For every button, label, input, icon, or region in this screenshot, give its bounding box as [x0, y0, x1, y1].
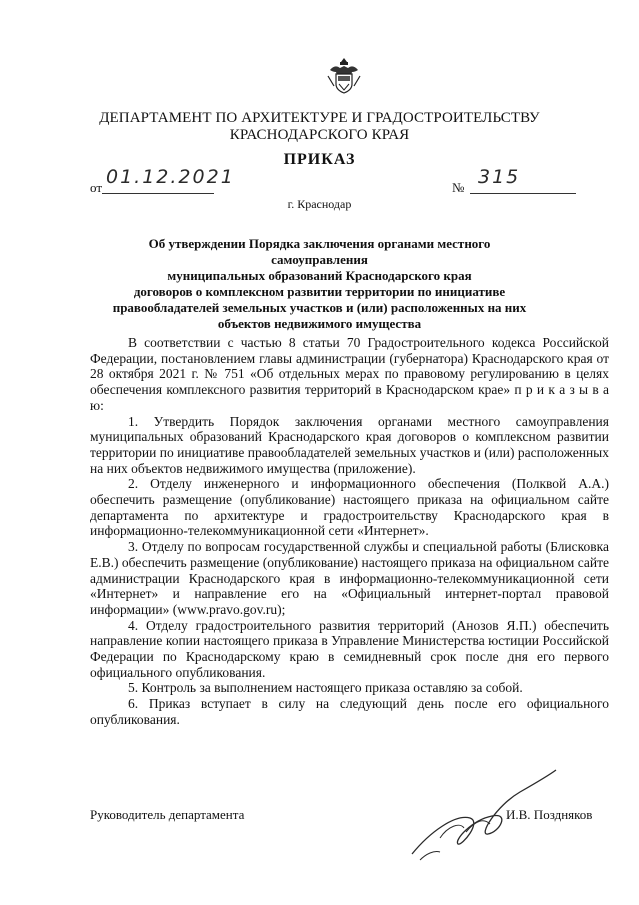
- subject-line-4: правообладателей земельных участков и (или) расположенных на них: [112, 300, 527, 315]
- clause-6: 6. Приказ вступает в силу на следующий день после его официального опубликования.: [90, 696, 609, 727]
- document-type: ПРИКАЗ: [283, 151, 356, 168]
- coat-of-arms-icon: [326, 56, 362, 96]
- department-line-2: КРАСНОДАРСКОГО КРАЯ: [229, 127, 410, 143]
- department-name: [0, 110, 639, 144]
- number-underline: [470, 193, 576, 194]
- clause-2: 2. Отделу инженерного и информационного обеспечения (Полквой А.А.) обеспечить размещение (опубликование) настоящего приказа на официальном сайте департамента по архитектуре и градостроительству Краснодарского края в информационно-телекоммуникационной сети «Интернет».: [90, 476, 609, 539]
- clause-1: 1. Утвердить Порядок заключения органами местного самоуправления муниципальных образований Краснодарского края договоров о комплексном развитии территории по инициативе правообладателей земельных участков и (или) расположенных на них объектов недвижимого имущества (приложение).: [90, 413, 609, 476]
- order-subject: [100, 236, 539, 332]
- subject-line-2: муниципальных образований Краснодарского края: [167, 268, 472, 283]
- clause-5: 5. Контроль за выполнением настоящего приказа оставляю за собой.: [128, 680, 523, 696]
- date-value: 01.12.2021: [106, 166, 235, 188]
- clause-4: 4. Отделу градостроительного развития территорий (Анозов Я.П.) обеспечить направление копии настоящего приказа в Управление Министерства юстиции Российской Федерации по Краснодарскому краю в семидневный срок после дня его первого официального опубликования.: [90, 617, 609, 680]
- signatory-title: Руководитель департамента: [90, 807, 245, 822]
- signatory-name: И.В. Поздняков: [506, 807, 593, 822]
- clause-3: 3. Отделу по вопросам государственной службы и специальной работы (Блисковка Е.В.) обеспечить размещение (опубликование) настоящего приказа на официальном сайте администрации Краснодарского края в информационно-телекоммуникационной сети «Интернет» и направление его на «Официальный интернет-портал правовой информации» (www.pravo.gov.ru);: [90, 539, 609, 617]
- subject-line-3: договоров о комплексном развитии территории по инициативе: [133, 284, 506, 299]
- city: г. Краснодар: [287, 197, 352, 211]
- date-underline: [102, 193, 214, 194]
- number-prefix: №: [452, 180, 465, 195]
- subject-line-1: Об утверждении Порядка заключения органами местного самоуправления: [148, 236, 491, 267]
- order-body: [90, 335, 609, 728]
- number-value: 315: [478, 166, 521, 188]
- subject-line-5: объектов недвижимого имущества: [217, 316, 422, 331]
- date-prefix: от: [90, 180, 103, 195]
- preamble-paragraph: В соответствии с частью 8 статьи 70 Градостроительного кодекса Российской Федерации, постановлением главы администрации (губернатора) Краснодарского края от 28 октября 2021 г. № 751 «Об отдельных мерах по правовому регулированию в целях обеспечения комплексного развития территорий в Краснодарском крае» п р и к а з ы в а ю:: [90, 335, 609, 413]
- department-line-1: ДЕПАРТАМЕНТ ПО АРХИТЕКТУРЕ И ГРАДОСТРОИТЕЛЬСТВУ: [99, 110, 540, 126]
